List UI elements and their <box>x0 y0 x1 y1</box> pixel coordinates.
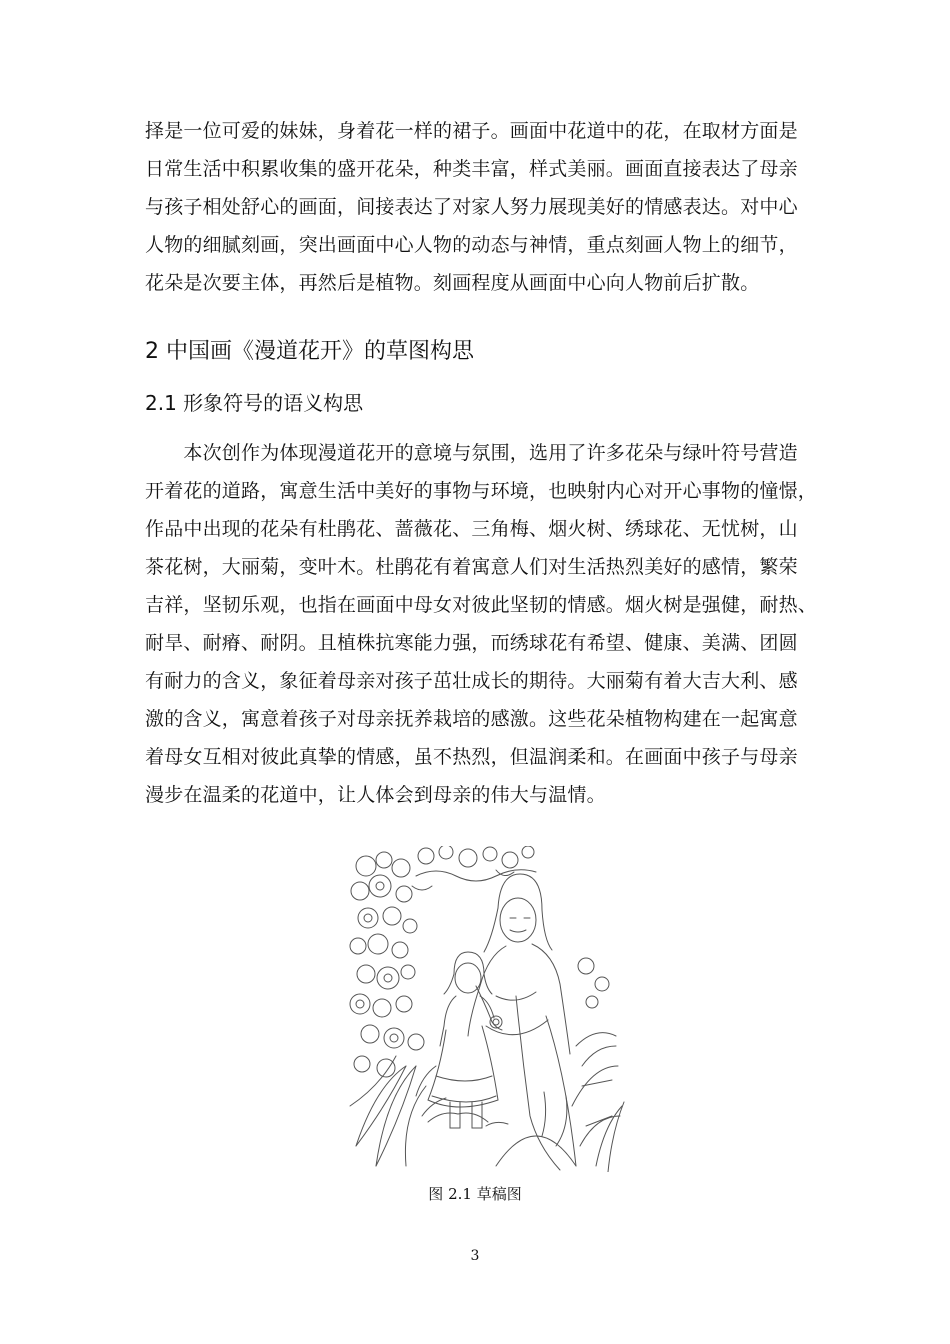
text-line: 花朵是次要主体，再然后是植物。刻画程度从画面中心向人物前后扩散。 <box>145 272 760 294</box>
section-heading: 2 中国画《漫道花开》的草图构思 <box>145 339 474 364</box>
mother-figure-icon <box>468 874 576 1170</box>
figure-caption: 图 2.1 草稿图 <box>428 1185 522 1203</box>
lower-left-leaves-icon <box>350 1056 446 1166</box>
subsection-heading: 2.1 形象符号的语义构思 <box>145 391 364 415</box>
text-line: 本次创作为体现漫道花开的意境与氛围，选用了许多花朵与绿叶符号营造 <box>145 442 798 464</box>
text-line: 着母女互相对彼此真挚的情感，虽不热烈，但温润柔和。在画面中孩子与母亲 <box>145 746 798 768</box>
text-line: 有耐力的含义，象征着母亲对孩子茁壮成长的期待。大丽菊有着大吉大利、感 <box>145 670 798 692</box>
text-line: 漫步在温柔的花道中，让人体会到母亲的伟大与温情。 <box>145 784 606 806</box>
right-plants-icon <box>572 958 624 1172</box>
text-line: 人物的细腻刻画，突出画面中心人物的动态与神情，重点刻画人物上的细节， <box>145 234 798 256</box>
text-line: 激的含义，寓意着孩子对母亲抚养栽培的感激。这些花朵植物构建在一起寓意 <box>145 708 798 730</box>
text-line: 日常生活中积累收集的盛开花朵，种类丰富，样式美丽。画面直接表达了母亲 <box>145 158 798 180</box>
text-line: 耐旱、耐瘠、耐阴。且植株抗寒能力强，而绣球花有希望、健康、美满、团圆 <box>145 632 798 654</box>
text-line: 择是一位可爱的妹妹，身着花一样的裙子。画面中花道中的花，在取材方面是 <box>145 120 798 142</box>
sketch-figure <box>346 846 626 1172</box>
text-line: 与孩子相处舒心的画面，间接表达了对家人努力展现美好的情感表达。对中心 <box>145 196 798 218</box>
page-number: 3 <box>470 1248 480 1264</box>
top-flower-arch-icon <box>412 846 536 890</box>
text-line: 吉祥，坚韧乐观，也指在画面中母女对彼此坚韧的情感。烟火树是强健，耐热、 <box>145 594 818 616</box>
left-flower-cluster-icon <box>350 852 424 1077</box>
text-line: 茶花树，大丽菊，变叶木。杜鹃花有着寓意人们对生活热烈美好的感情，繁荣 <box>145 556 798 578</box>
paragraph-continued <box>145 112 815 302</box>
text-line: 作品中出现的花朵有杜鹃花、蔷薇花、三角梅、烟火树、绣球花、无忧树，山 <box>145 518 798 540</box>
daughter-figure-icon <box>428 952 502 1128</box>
paragraph-symbols <box>145 434 818 814</box>
text-line: 开着花的道路，寓意生活中美好的事物与环境，也映射内心对开心事物的憧憬， <box>145 480 818 502</box>
